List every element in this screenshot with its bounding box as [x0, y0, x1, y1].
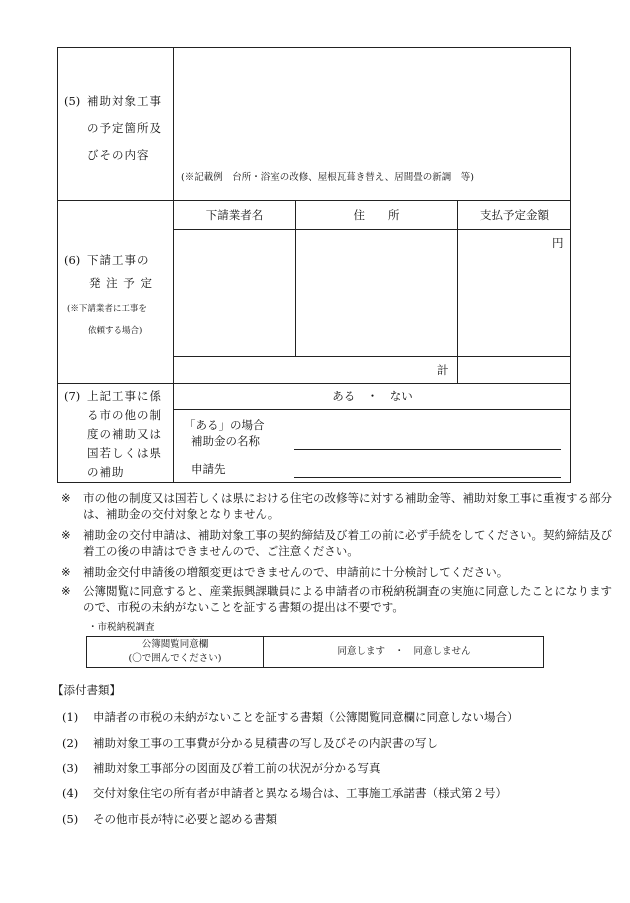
attachment-text: 補助対象工事の工事費が分かる見積書の写し及びその内訳書の写し [93, 736, 438, 750]
section7-label-line1: 上記工事に係 [87, 389, 162, 403]
section6-number: (6) [64, 253, 81, 267]
note-mark: ※ [61, 491, 71, 505]
note-mark: ※ [61, 528, 71, 542]
attachment-text: 交付対象住宅の所有者が申請者と異なる場合は、工事施工承諾書（様式第２号） [93, 786, 507, 800]
note-item [61, 583, 630, 615]
subsidy-yes-no-choice[interactable]: ある ・ ない [332, 389, 413, 403]
section6-label-line2: 発 注 予 定 [89, 276, 153, 290]
label-column-divider [173, 47, 174, 483]
consent-label-line1: 公簿閲覧同意欄 [141, 639, 209, 650]
subcontract-header-line [173, 229, 571, 230]
note-mark: ※ [61, 565, 71, 579]
applicant-field[interactable] [294, 477, 561, 478]
section6-label-line1: 下請工事の [87, 253, 150, 267]
row-divider-5-6 [57, 200, 571, 201]
attachment-text: 申請者の市税の未納がないことを証する書類（公簿閲覧同意欄に同意しない場合） [93, 710, 519, 724]
note-item [61, 527, 630, 559]
header-address: 住 所 [353, 208, 400, 222]
attachment-number: (2) [62, 736, 79, 750]
header-subcontractor-name: 下請業者名 [205, 208, 264, 222]
attachment-number: (4) [62, 786, 79, 800]
attachment-number: (5) [62, 812, 79, 826]
note-mark: ※ [61, 584, 71, 598]
section5-label-line2: の予定箇所及 [87, 121, 162, 135]
attachment-text: その他市長が特に必要と認める書類 [93, 812, 277, 826]
subsidy-name-field[interactable] [294, 449, 561, 450]
section6-note-line2: 依頼する場合) [88, 326, 143, 336]
total-amount-field[interactable] [459, 358, 569, 381]
attachment-text: 補助対象工事部分の図面及び着工前の状況が分かる写真 [93, 761, 381, 775]
subcontractor-address-field[interactable] [297, 231, 455, 354]
attachments-heading: 【添付書類】 [52, 683, 121, 697]
section5-example-text: (※記載例 台所・浴室の改修、屋根瓦葺き替え、居間畳の新調 等) [181, 172, 474, 183]
note-text: 公簿閲覧に同意すると、産業振興課職員による申請者の市税納税調査の実施に同意したことになりますので、市税の未納がないことを証する書類の提出は不要です。 [83, 584, 612, 614]
section7-number: (7) [64, 389, 81, 403]
section7-label-line5: の補助 [87, 465, 125, 479]
note-text: 市の他の制度又は国若しくは県における住宅の改修等に対する補助金等、補助対象工事に重複する部分は、補助金の交付対象となりません。 [83, 491, 612, 521]
attachment-number: (3) [62, 761, 79, 775]
section5-number: (5) [64, 94, 81, 108]
subsidy-name-label: 補助金の名称 [191, 434, 260, 448]
note-item [61, 490, 630, 522]
section5-label-line3: びその内容 [87, 148, 150, 162]
tax-survey-heading: ・市税納税調査 [88, 622, 155, 633]
subcontractor-name-field[interactable] [175, 231, 293, 354]
subcontract-col-divider-1 [295, 200, 296, 356]
consent-options[interactable]: 同意します ・ 同意しません [337, 646, 471, 657]
choice-divider-line [173, 409, 571, 410]
section6-note-line1: (※下請業者に工事を [67, 304, 147, 314]
consent-label-line2: (〇で囲んでください) [128, 653, 222, 664]
subcontract-total-line [173, 356, 571, 357]
total-label: 計 [437, 363, 449, 377]
note-item [61, 564, 630, 580]
applicant-label: 申請先 [191, 462, 226, 476]
section7-label-line4: 国若しくは県 [87, 446, 162, 460]
section5-content-field[interactable] [175, 49, 569, 167]
note-text: 補助金交付申請後の増額変更はできませんので、申請前に十分検討してください。 [83, 565, 509, 579]
subcontract-col-divider-2 [457, 200, 458, 383]
section7-label-line3: 度の補助又は [87, 427, 162, 441]
section5-label-line1: 補助対象工事 [87, 94, 162, 108]
header-payment-amount: 支払予定金額 [480, 208, 549, 222]
note-text: 補助金の交付申請は、補助対象工事の契約締結及び着工の前に必ず手続をしてください。契約締結及び着工の後の申請はできませんので、ご注意ください。 [83, 528, 612, 558]
yes-case-label: 「ある」の場合 [184, 418, 265, 432]
yen-unit: 円 [552, 236, 564, 250]
attachment-number: (1) [62, 710, 79, 724]
row-divider-6-7 [57, 383, 571, 384]
section7-label-line2: る市の他の制 [87, 408, 162, 422]
